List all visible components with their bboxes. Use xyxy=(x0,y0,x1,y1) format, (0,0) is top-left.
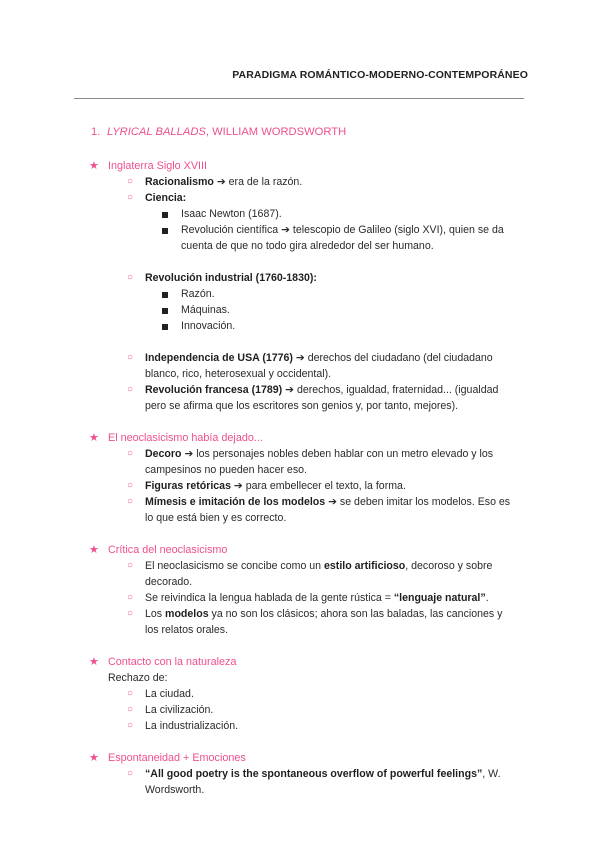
list-item xyxy=(0,702,600,718)
spacer xyxy=(0,254,600,270)
header-divider xyxy=(74,98,524,99)
list-item xyxy=(0,190,600,206)
item-bold: Independencia de USA (1776) xyxy=(145,352,293,364)
item-bold: Revolución francesa (1789) xyxy=(145,384,283,396)
circle-bullet-icon: ○ xyxy=(127,704,134,715)
section-heading-text: Contacto con la naturaleza xyxy=(108,656,237,668)
list-item xyxy=(0,606,600,638)
item-text: La civilización. xyxy=(145,704,214,716)
star-icon: ★ xyxy=(89,752,99,764)
section-heading-text: Espontaneidad + Emociones xyxy=(108,752,246,764)
item-text: Se reivindica la lengua hablada de la gente rústica = xyxy=(145,592,394,604)
sub-list-item xyxy=(0,286,600,302)
item-text: La industrialización. xyxy=(145,720,239,732)
circle-bullet-icon: ○ xyxy=(127,352,134,363)
item-text: ➔ derechos del ciudadano (del ciudadano blanco, rico, heterosexual y occidental). xyxy=(145,352,493,380)
sub-list-item xyxy=(0,318,600,334)
item-text: , decoroso y sobre decorado. xyxy=(145,560,493,588)
section-heading-text: Crítica del neoclasicismo xyxy=(108,544,228,556)
item-text: ➔ derechos, igualdad, fraternidad... (igualdad pero se afirma que los escritores son genios y, por tanto, mejores). xyxy=(145,384,499,412)
circle-bullet-icon: ○ xyxy=(127,496,134,507)
item-bold: Decoro xyxy=(145,448,182,460)
section-heading xyxy=(0,542,600,558)
list-item xyxy=(0,590,600,606)
list-item xyxy=(0,382,600,414)
sub-list-item xyxy=(0,206,600,222)
item-text: ➔ los personajes nobles deben hablar con un metro elevado y los campesinos no pueden hacer eso. xyxy=(145,448,494,476)
item-text: La ciudad. xyxy=(145,688,194,700)
section-espontaneidad xyxy=(0,750,600,798)
sub-list-item xyxy=(0,302,600,318)
star-icon: ★ xyxy=(89,656,99,668)
sub-item-text: Máquinas. xyxy=(181,304,230,316)
item-text: , W. Wordsworth. xyxy=(145,768,501,796)
list-item xyxy=(0,766,600,798)
item-list xyxy=(0,174,600,414)
item-text: ➔ era de la razón. xyxy=(213,176,303,188)
item-bold: Racionalismo xyxy=(145,176,214,188)
circle-bullet-icon: ○ xyxy=(127,192,134,203)
list-item xyxy=(0,174,600,190)
section-inglaterra xyxy=(0,158,600,414)
item-bold: Revolución industrial (1760-1830): xyxy=(145,272,317,284)
circle-bullet-icon: ○ xyxy=(127,688,134,699)
circle-bullet-icon: ○ xyxy=(127,768,134,779)
item-text: ya no son los clásicos; ahora son las baladas, las canciones y los relatos orales. xyxy=(145,608,503,636)
circle-bullet-icon: ○ xyxy=(127,272,134,283)
list-item xyxy=(0,686,600,702)
star-icon: ★ xyxy=(89,160,99,172)
circle-bullet-icon: ○ xyxy=(127,608,134,619)
document-title xyxy=(91,124,600,140)
section-naturaleza xyxy=(0,654,600,734)
list-item xyxy=(0,494,600,526)
square-bullet-icon xyxy=(162,308,168,314)
square-bullet-icon xyxy=(162,292,168,298)
circle-bullet-icon: ○ xyxy=(127,560,134,571)
sub-list-item xyxy=(0,222,600,254)
item-text: ➔ se deben imitar los modelos. Eso es lo que está bien y es correcto. xyxy=(145,496,511,524)
item-text: . xyxy=(485,592,489,604)
star-icon: ★ xyxy=(89,432,99,444)
item-list xyxy=(0,446,600,526)
document-body xyxy=(0,124,600,814)
square-bullet-icon xyxy=(162,228,168,234)
item-bold: Figuras retóricas xyxy=(145,480,231,492)
sub-item-text: Revolución científica ➔ telescopio de Galileo (siglo XVI), quien se da cuenta de que no todo gira alrededor del ser humano. xyxy=(181,224,504,252)
list-item xyxy=(0,350,600,382)
section-heading-text: El neoclasicismo había dejado... xyxy=(108,432,263,444)
section-heading xyxy=(0,750,600,766)
section-neoclasicismo xyxy=(0,430,600,526)
item-bold: Mímesis e imitación de los modelos xyxy=(145,496,326,508)
star-icon: ★ xyxy=(89,544,99,556)
section-heading-text: Inglaterra Siglo XVIII xyxy=(108,160,208,172)
list-item xyxy=(0,270,600,286)
section-heading xyxy=(0,158,600,174)
list-item xyxy=(0,718,600,734)
sub-item-text: Razón. xyxy=(181,288,215,300)
spacer xyxy=(0,334,600,350)
item-bold: estilo artificioso xyxy=(324,560,406,572)
circle-bullet-icon: ○ xyxy=(127,592,134,603)
list-item xyxy=(0,478,600,494)
section-intro: Rechazo de: xyxy=(108,672,168,684)
title-italic: LYRICAL BALLADS xyxy=(107,126,206,138)
item-bold: Ciencia: xyxy=(145,192,187,204)
sub-item-text: Isaac Newton (1687). xyxy=(181,208,282,220)
item-bold: modelos xyxy=(165,608,209,620)
circle-bullet-icon: ○ xyxy=(127,176,134,187)
section-critica xyxy=(0,542,600,638)
square-bullet-icon xyxy=(162,212,168,218)
sub-item-text: Innovación. xyxy=(181,320,236,332)
section-heading xyxy=(0,654,600,670)
item-text: El neoclasicismo se concibe como un xyxy=(145,560,325,572)
title-number: 1. xyxy=(91,126,101,138)
circle-bullet-icon: ○ xyxy=(127,480,134,491)
circle-bullet-icon: ○ xyxy=(127,384,134,395)
item-text: Los xyxy=(145,608,166,620)
item-bold: “All good poetry is the spontaneous overflow of powerful feelings” xyxy=(145,768,483,780)
square-bullet-icon xyxy=(162,324,168,330)
item-list xyxy=(0,558,600,638)
item-list xyxy=(0,766,600,798)
list-item xyxy=(0,558,600,590)
list-item xyxy=(0,446,600,478)
item-list xyxy=(0,686,600,734)
item-text: ➔ para embellecer el texto, la forma. xyxy=(230,480,406,492)
section-heading xyxy=(0,430,600,446)
circle-bullet-icon: ○ xyxy=(127,720,134,731)
circle-bullet-icon: ○ xyxy=(127,448,134,459)
title-rest: , WILLIAM WORDSWORTH xyxy=(205,126,347,138)
item-bold: “lenguaje natural” xyxy=(393,592,486,604)
page-header: PARADIGMA ROMÁNTICO-MODERNO-CONTEMPORÁNEO xyxy=(232,69,528,81)
